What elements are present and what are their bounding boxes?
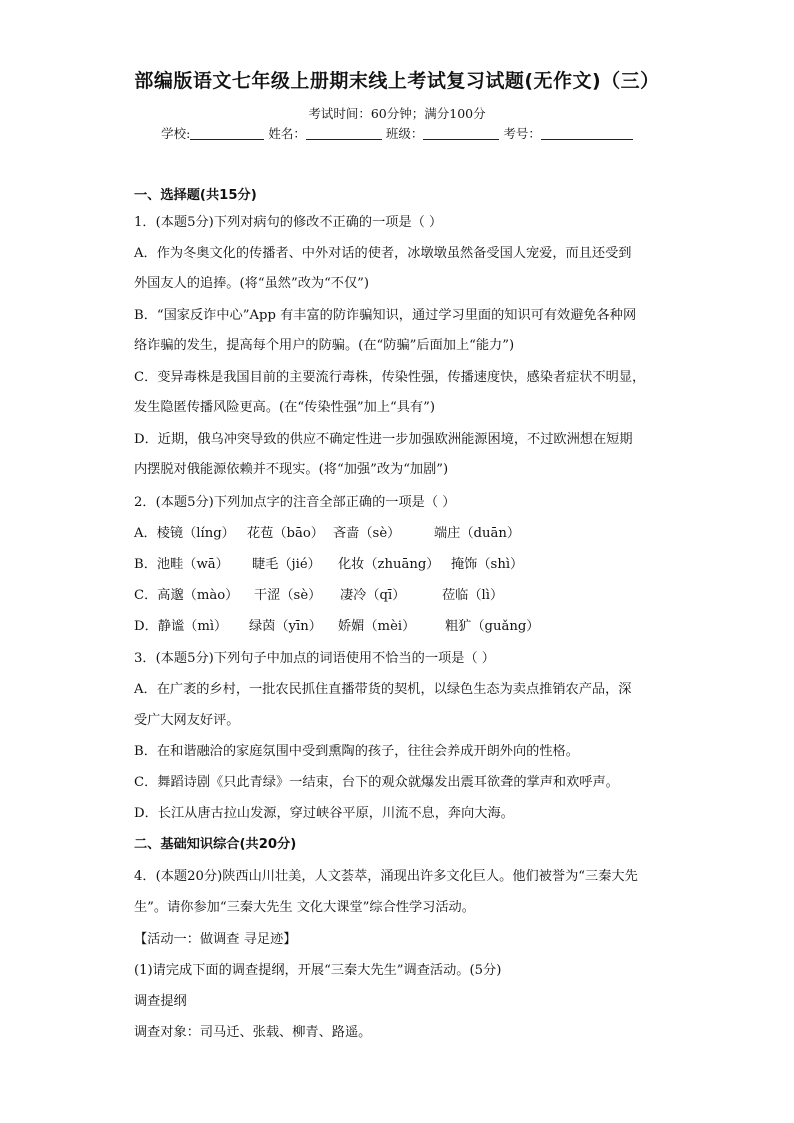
name-blank[interactable]: [306, 127, 382, 140]
page-title: 部编版语文七年级上册期末线上考试复习试题(无作文)（三）: [134, 70, 660, 92]
class-blank[interactable]: [423, 127, 499, 140]
q3-option-d: D．长江从唐古拉山发源，穿过峡谷平原，川流不息，奔向大海。: [134, 806, 514, 821]
q2-option-a-item: 端庄（duān）: [434, 526, 521, 541]
q3-option-a-cont: 受广大网友好评。: [134, 713, 240, 728]
q4-outline-title: 调查提纲: [134, 994, 187, 1009]
school-blank[interactable]: [190, 127, 264, 140]
q2-option-c-item: C．高邈（mào）: [134, 588, 239, 603]
q2-option-b: [134, 556, 694, 574]
school-label: 学校:: [161, 126, 191, 141]
q4-activity-heading: 【活动一：做调查 寻足迹】: [134, 932, 297, 947]
q2-option-b-item: 睫毛（jié）: [252, 557, 321, 572]
q2-option-c-item: 干涩（sè）: [254, 588, 322, 603]
q3-option-b: B．在和谐融洽的家庭氛围中受到熏陶的孩子，往往会养成开朗外向的性格。: [134, 744, 579, 759]
q1-stem: 1．(本题5分)下列对病句的修改不正确的一项是（ ）: [134, 215, 443, 230]
q1-option-a: A．作为冬奥文化的传播者、中外对话的使者，冰墩墩虽然备受国人宠爱，而且还受到: [134, 246, 632, 261]
exam-number-label: 考号：: [503, 126, 541, 141]
q1-option-c: C．变异毒株是我国目前的主要流行毒株，传染性强，传播速度快，感染者症状不明显，: [134, 370, 646, 385]
q2-option-a: [134, 525, 694, 543]
q2-option-a-item: 吝啬（sè）: [333, 526, 401, 541]
q2-option-d-item: D．静谧（mì）: [134, 619, 228, 634]
section-heading-knowledge: 二、基础知识综合(共20分): [134, 837, 297, 852]
class-label: 班级：: [385, 126, 424, 141]
q2-option-a-item: A．棱镜（líng）: [134, 526, 235, 541]
q4-survey-target: 调查对象：司马迁、张载、柳青、路遥。: [134, 1025, 372, 1040]
q2-option-c: [134, 587, 694, 605]
q1-option-d-cont: 内摆脱对俄能源依赖并不现实。(将“加强”改为“加剧”): [134, 462, 449, 477]
q1-option-b-cont: 络诈骗的发生，提高每个用户的防骗。(在“防骗”后面加上“能力”): [134, 338, 515, 353]
q2-option-d-item: 粗犷（guǎng）: [445, 619, 540, 634]
q1-option-a-cont: 外国友人的追捧。(将“虽然”改为“不仅”): [134, 276, 370, 291]
q2-option-b-item: 掩饰（shì）: [451, 557, 524, 572]
q4-subquestion-1: (1)请完成下面的调查提纲，开展“三秦大先生”调查活动。(5分): [134, 963, 502, 978]
q1-option-d: D．近期，俄乌冲突导致的供应不确定性进一步加强欧洲能源困境，不过欧洲想在短期: [134, 432, 633, 447]
q3-stem: 3．(本题5分)下列句子中加点的词语使用不恰当的一项是（ ）: [134, 651, 495, 666]
exam-info: 考试时间：60分钟；满分100分: [308, 106, 486, 121]
q1-option-c-cont: 发生隐匿传播风险更高。(在“传染性强”加上“具有”): [134, 400, 436, 415]
q4-stem: 4．(本题20分)陕西山川壮美，人文荟萃，涌现出许多文化巨人。他们被誉为“三秦大先: [134, 869, 638, 884]
name-label: 姓名：: [268, 126, 306, 141]
student-info-fields: [0, 124, 794, 142]
q2-option-c-item: 凄冷（qī）: [340, 588, 406, 603]
section-heading-choice: 一、选择题(共15分): [134, 188, 257, 203]
exam-number-blank[interactable]: [541, 127, 633, 140]
q2-option-b-item: B．池畦（wā）: [134, 557, 229, 572]
q2-option-d-item: 娇媚（mèi）: [338, 619, 416, 634]
q2-option-a-item: 花苞（bāo）: [247, 526, 324, 541]
q1-option-b: B．“国家反诈中心”App 有丰富的防诈骗知识，通过学习里面的知识可有效避免各种网: [134, 308, 637, 323]
q2-option-d: [134, 618, 694, 636]
q3-option-a: A．在广袤的乡村，一批农民抓住直播带货的契机，以绿色生态为卖点推销农产品，深: [134, 682, 632, 697]
q2-option-b-item: 化妆（zhuāng）: [338, 557, 440, 572]
q4-stem-cont: 生”。请你参加“三秦大先生 文化大课堂”综合性学习活动。: [134, 900, 475, 915]
q3-option-c: C．舞蹈诗剧《只此青绿》一结束，台下的观众就爆发出震耳欲聋的掌声和欢呼声。: [134, 775, 619, 790]
q2-option-d-item: 绿茵（yīn）: [249, 619, 322, 634]
q2-option-c-item: 莅临（lì）: [442, 588, 504, 603]
q2-stem: 2．(本题5分)下列加点字的注音全部正确的一项是（ ）: [134, 495, 456, 510]
